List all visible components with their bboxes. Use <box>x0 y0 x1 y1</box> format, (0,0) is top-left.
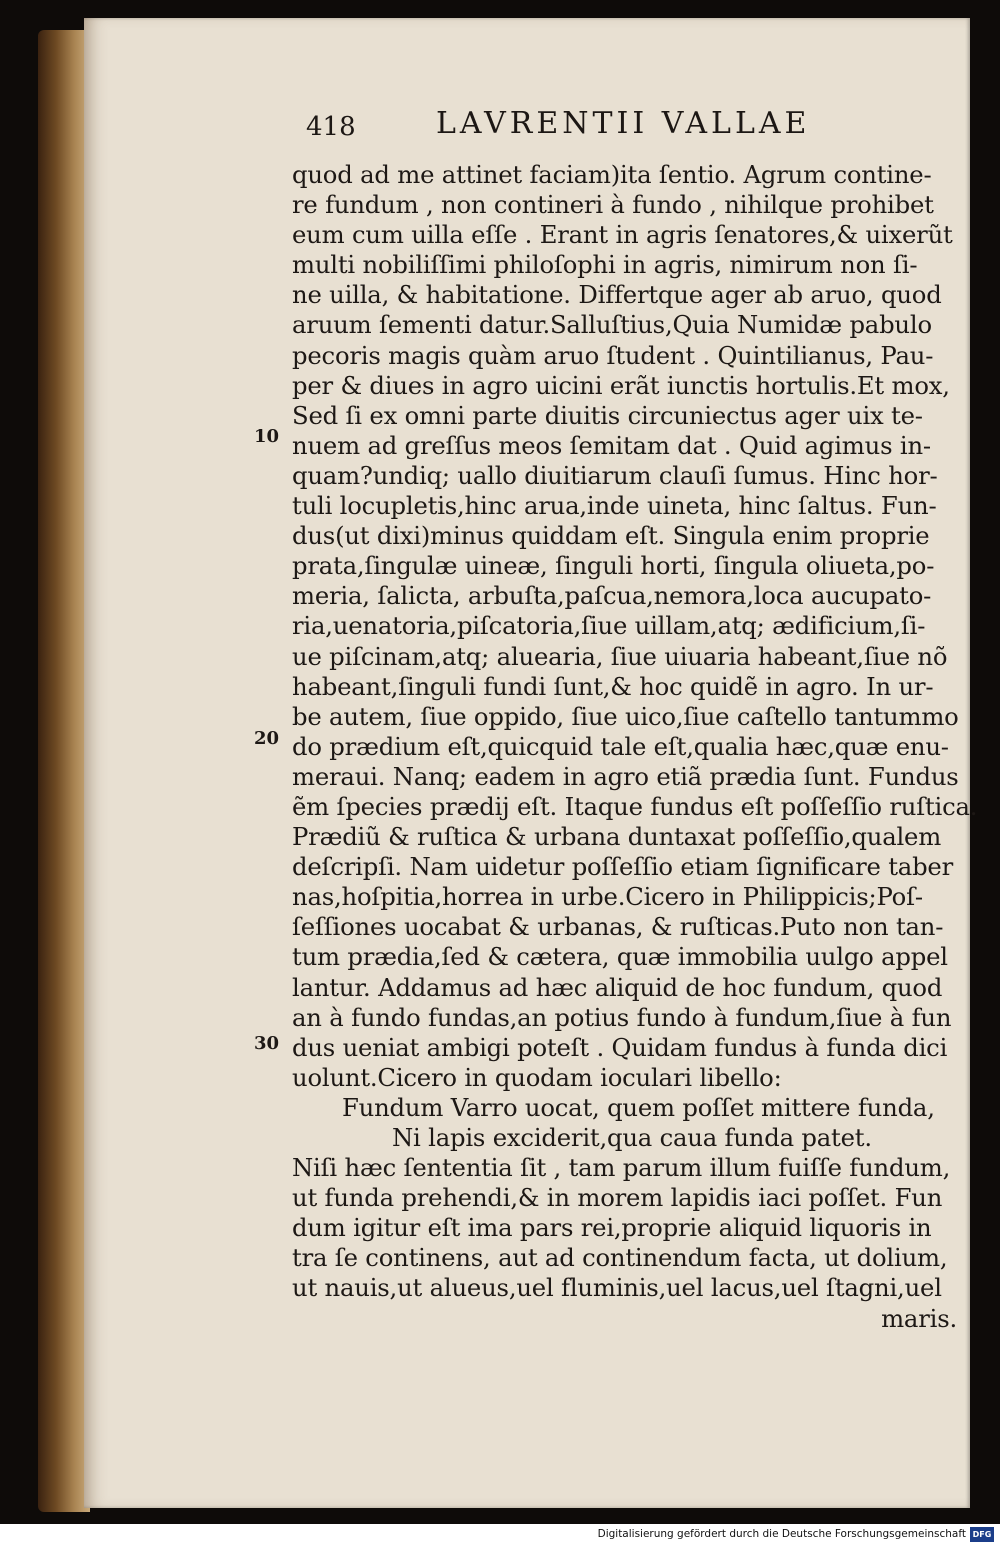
text-line: Prædiũ & ruſtica & urbana duntaxat poſſeſſio,qualem <box>292 822 942 852</box>
running-head: LAVRENTII VALLAE <box>436 106 811 141</box>
text-line: an à fundo fundas,an potius fundo à fundum,ſiue à fun <box>292 1002 952 1032</box>
text-line: ẽm ſpecies prædij eſt. Itaque fundus eſt poſſeſſio ruſtica. <box>292 791 978 821</box>
text-line: per & diues in agro uicini erãt iunctis hortulis.Et mox, <box>292 370 950 400</box>
book-edge <box>38 30 90 1512</box>
page-header <box>84 106 970 166</box>
text-line: meraui. Nanq; eadem in agro etiã prædia ſunt. Fundus <box>292 761 959 791</box>
text-line: deſcripſi. Nam uidetur poſſeſſio etiam ſignificare taber <box>292 852 954 882</box>
text-line: re fundum , non contineri à fundo , nihilque prohibet <box>292 190 934 220</box>
text-line: ut nauis,ut alueus,uel fluminis,uel lacus,uel ſtagni,uel <box>292 1273 942 1303</box>
text-line: dum igitur eſt ima pars rei,proprie aliquid liquoris in <box>292 1213 932 1243</box>
text-line: ut funda prehendi,& in morem lapidis iaci poſſet. Fun <box>292 1183 943 1213</box>
margin-line-number: 10 <box>254 426 280 447</box>
text-line: tra ſe continens, aut ad continendum facta, ut dolium, <box>292 1243 948 1273</box>
margin-line-number: 20 <box>254 728 280 749</box>
text-line: habeant,ſinguli fundi ſunt,& hoc quidẽ in agro. In ur- <box>292 671 934 701</box>
body-text <box>292 160 978 1334</box>
text-line: ſeſſiones uocabat & urbanas, & ruſticas.Puto non tan- <box>292 912 944 942</box>
dfg-logo: DFG <box>970 1527 994 1542</box>
text-line: be autem, ſiue oppido, ſiue uico,ſiue caſtello tantummo <box>292 701 959 731</box>
text-line: eum cum uilla eſſe . Erant in agris ſenatores,& uixerũt <box>292 220 953 250</box>
funding-credit: Digitalisierung gefördert durch die Deutsche Forschungsgemeinschaft <box>597 1528 966 1540</box>
text-line: prata,ſingulæ uineæ, ſinguli horti, ſingula oliueta,po- <box>292 551 935 581</box>
text-line: tuli locupletis,hinc arua,inde uineta, hinc ſaltus. Fun- <box>292 491 937 521</box>
verse-line: Fundum Varro uocat, quem poſſet mittere funda, <box>342 1092 935 1122</box>
text-line: aruum ſementi datur.Salluſtius,Quia Numidæ pabulo <box>292 310 932 340</box>
page-number: 418 <box>306 112 356 142</box>
text-line: Sed ſi ex omni parte diuitis circuniectus ager uix te- <box>292 400 923 430</box>
text-line: ria,uenatoria,piſcatoria,ſiue uillam,atq; ædificium,ſi- <box>292 611 926 641</box>
text-line: lantur. Addamus ad hæc aliquid de hoc fundum, quod <box>292 972 943 1002</box>
text-line: dus ueniat ambigi poteſt . Quidam fundus à funda dici <box>292 1032 948 1062</box>
text-line: Niſi hæc ſententia ſit , tam parum illum fuiſſe fundum, <box>292 1153 951 1183</box>
text-line: nas,hoſpitia,horrea in urbe.Cicero in Philippicis;Poſ- <box>292 882 923 912</box>
text-line: ne uilla, & habitatione. Differtque ager ab aruo, quod <box>292 280 942 310</box>
text-line: uolunt.Cicero in quodam ioculari libello: <box>292 1062 782 1092</box>
text-line: tum prædia,ſed & cætera, quæ immobilia uulgo appel <box>292 942 948 972</box>
text-line: maris. <box>881 1303 957 1333</box>
book-page <box>84 18 978 1508</box>
text-line: meria, ſalicta, arbuſta,paſcua,nemora,loca aucupato- <box>292 581 932 611</box>
text-line: do prædium eſt,quicquid tale eſt,qualia hæc,quæ enu- <box>292 731 949 761</box>
text-line: nuem ad greſſus meos ſemitam dat . Quid agimus in- <box>292 430 931 460</box>
text-line: multi nobiliſſimi philoſophi in agris, nimirum non ſi- <box>292 250 918 280</box>
text-line: dus(ut dixi)minus quiddam eſt. Singula enim proprie <box>292 521 930 551</box>
margin-line-number: 30 <box>254 1033 280 1054</box>
footer-bar <box>0 1524 1000 1546</box>
text-line: quod ad me attinet faciam)ita ſentio. Agrum contine- <box>292 160 932 189</box>
text-line: quam?undiq; uallo diuitiarum clauſi ſumus. Hinc hor- <box>292 460 938 490</box>
text-line: ue piſcinam,atq; aluearia, ſiue uiuaria habeant,ſiue nõ <box>292 641 948 671</box>
verse-line: Ni lapis exciderit,qua caua funda patet. <box>392 1123 872 1152</box>
text-line: pecoris magis quàm aruo ſtudent . Quintilianus, Pau- <box>292 340 934 370</box>
